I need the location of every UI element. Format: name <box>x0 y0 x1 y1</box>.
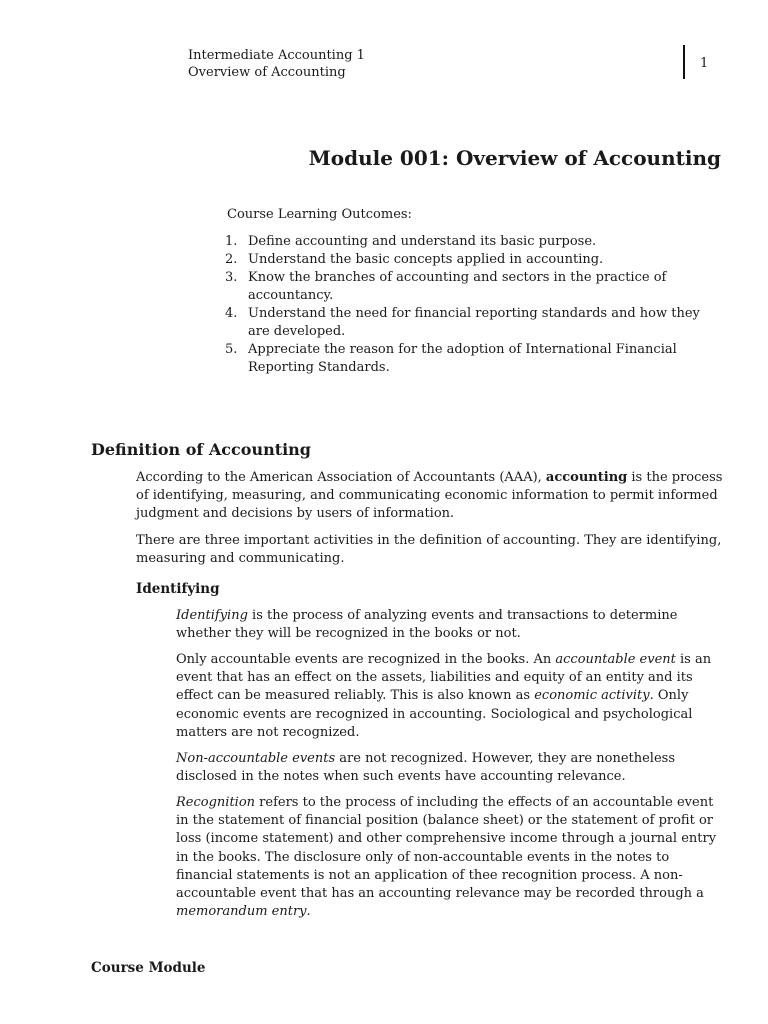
text-run: refers to the process of including the effects of an accountable event in the statement of financial position (balance sheet) or the statement of profit or loss (income statement) and other comprehensive income through a journal entry in the books. The disclosure only of non-accountable events in the notes to financial statements is not an application of thee recognition process. A non-accountable event that has an accounting relevance may be recorded through a <box>176 795 717 902</box>
italic-term: accountable event <box>555 652 676 667</box>
list-item-number: 5. <box>225 342 238 357</box>
text-run: is the process of analyzing events and transactions to determine whether they will be recognized in the books or not. <box>176 608 678 642</box>
page-title: Module 001: Overview of Accounting <box>308 146 721 170</box>
text-run: . <box>306 904 311 920</box>
list-item-text: Define accounting and understand its basic purpose. <box>248 234 597 249</box>
list-item <box>225 305 720 341</box>
recognition-paragraph <box>176 794 726 921</box>
italic-term: economic activity <box>534 688 650 704</box>
list-item <box>225 341 720 377</box>
list-item <box>225 251 720 269</box>
list-item-text: Appreciate the reason for the adoption of International Financial Reporting Standards. <box>248 342 677 375</box>
italic-term: Identifying <box>176 608 248 623</box>
header-course: Intermediate Accounting 1 <box>188 48 365 63</box>
italic-term: memorandum entry <box>176 904 307 920</box>
text-run: . Only economic events are recognized in accounting. Sociological and psychological matters are not recognized. <box>176 688 693 740</box>
header-divider <box>683 45 685 79</box>
activities-paragraph: There are three important activities in the definition of accounting. They are identifying, measuring and communicating. <box>136 533 722 567</box>
outcomes-list <box>225 233 720 377</box>
list-item-number: 1. <box>225 234 238 249</box>
accountable-events-paragraph <box>176 651 724 742</box>
list-item-text: Understand the need for financial reporting standards and how they are developed. <box>248 306 700 339</box>
outcomes-heading: Course Learning Outcomes: <box>227 207 412 222</box>
running-header <box>188 47 365 81</box>
header-topic: Overview of Accounting <box>188 65 346 80</box>
page-footer: Course Module <box>91 960 206 976</box>
text-run: are not recognized. However, they are nonetheless disclosed in the notes when such events have accounting relevance. <box>176 751 675 785</box>
non-accountable-paragraph <box>176 750 724 786</box>
italic-term: Non-accountable events <box>176 751 336 766</box>
section-heading: Definition of Accounting <box>91 440 311 459</box>
list-item-number: 2. <box>225 252 238 267</box>
list-item-text: Know the branches of accounting and sectors in the practice of accountancy. <box>248 270 667 303</box>
italic-term: Recognition <box>176 795 256 810</box>
definition-paragraph <box>136 469 726 524</box>
list-item <box>225 269 720 305</box>
list-item-number: 3. <box>225 270 238 285</box>
subsection-heading: Identifying <box>136 581 220 597</box>
text-run: According to the American Association of Accountants (AAA), <box>136 470 546 485</box>
list-item-text: Understand the basic concepts applied in accounting. <box>248 252 604 267</box>
text-run: is an event that has an effect on the assets, liabilities and equity of an entity and its effect can be measured reliably. This is also known as <box>176 652 712 704</box>
text-run: Only accountable events are recognized in the books. An <box>176 652 556 667</box>
list-item <box>225 233 720 251</box>
bold-term: accounting <box>545 470 628 485</box>
identifying-paragraph <box>176 607 724 643</box>
page-number: 1 <box>700 56 709 71</box>
text-run: is the process of identifying, measuring, and communicating economic information to permit informed judgment and decisions by users of information. <box>136 470 723 522</box>
list-item-number: 4. <box>225 306 238 321</box>
